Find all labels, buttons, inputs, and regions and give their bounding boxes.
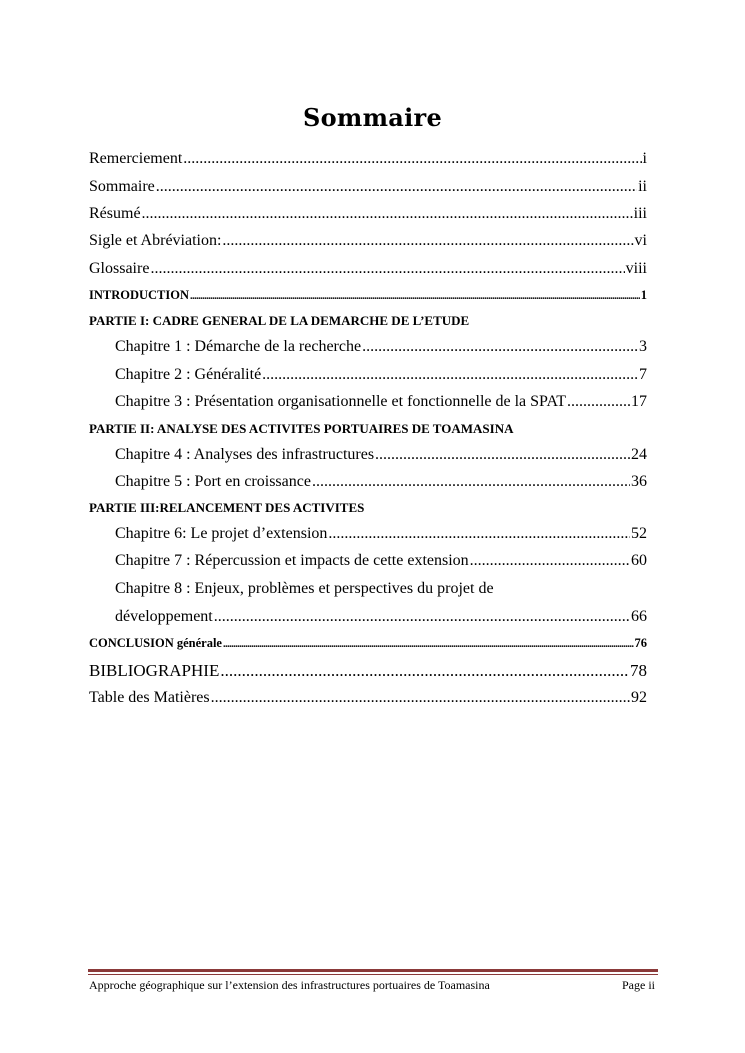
toc-entry-page: 3 (639, 338, 647, 355)
footer-divider (88, 969, 658, 972)
dot-leader (183, 150, 641, 168)
toc-entry-label: Sommaire (89, 178, 155, 195)
dot-leader (375, 446, 630, 464)
toc-entry-chapitre-2[interactable] (115, 366, 647, 384)
toc-entry-resume[interactable] (89, 205, 647, 223)
toc-entry-label: Remerciement (89, 150, 183, 167)
dot-leader (312, 473, 630, 491)
toc-entry-label: Chapitre 3 : Présentation organisationnelle et fonctionnelle de la SPAT (115, 393, 567, 410)
toc-entry-page: vi (634, 232, 647, 249)
dot-leader (211, 689, 630, 707)
toc-entry-chapitre-1[interactable] (115, 338, 647, 356)
toc-entry-page: 92 (631, 689, 647, 706)
toc-entry-table-des-matieres[interactable] (89, 689, 647, 707)
toc-part-heading[interactable]: PARTIE II: ANALYSE DES ACTIVITES PORTUAIRES DE TOAMASINA (89, 421, 514, 436)
footer-divider (88, 974, 658, 975)
toc-entry-label: Glossaire (89, 260, 150, 277)
toc-entry-page: 1 (640, 288, 647, 302)
toc-entry-sigle[interactable] (89, 232, 647, 250)
toc-entry-conclusion[interactable] (89, 636, 647, 651)
toc-entry-chapitre-8[interactable] (115, 608, 647, 626)
toc-entry-label: Chapitre 2 : Généralité (115, 366, 262, 383)
toc-part-heading[interactable]: PARTIE III:RELANCEMENT DES ACTIVITES (89, 500, 365, 515)
dot-leader (142, 205, 633, 223)
dot-leader (214, 608, 630, 626)
dot-leader (220, 661, 629, 681)
dot-leader (362, 338, 638, 356)
toc-entry-label: Chapitre 1 : Démarche de la recherche (115, 338, 362, 355)
toc-entry-label: Sigle et Abréviation: (89, 232, 222, 249)
toc-entry-page: viii (625, 260, 647, 277)
toc-entry-page: 17 (631, 393, 647, 410)
toc-entry-page: 7 (639, 366, 647, 383)
toc-entry-chapitre-7[interactable] (115, 552, 647, 570)
toc-entry-chapitre-3[interactable] (115, 393, 647, 411)
toc-part-heading[interactable]: PARTIE I: CADRE GENERAL DE LA DEMARCHE DE L’ETUDE (89, 313, 470, 328)
toc-entry-page: i (642, 150, 647, 167)
footer-document-title: Approche géographique sur l’extension des infrastructures portuaires de Toamasina (89, 978, 490, 992)
dot-leader (150, 260, 624, 278)
toc-entry-bibliographie[interactable] (89, 661, 647, 681)
dot-leader (328, 525, 630, 543)
toc-entry-page: iii (633, 205, 647, 222)
toc-entry-label: Chapitre 7 : Répercussion et impacts de cette extension (115, 552, 469, 569)
toc-entry-page: 52 (631, 525, 647, 542)
footer-page-number: Page ii (622, 978, 655, 992)
toc-entry-label: INTRODUCTION (89, 288, 190, 302)
dot-leader (470, 552, 630, 570)
dot-leader (156, 178, 637, 196)
toc-entry-sommaire[interactable] (89, 178, 647, 196)
toc-entry-label: Résumé (89, 205, 141, 222)
dot-leader (567, 393, 630, 411)
toc-entry-page: ii (638, 178, 647, 195)
toc-entry-page: 66 (631, 608, 647, 625)
toc-entry-label: Chapitre 6: Le projet d’extension (115, 525, 328, 542)
toc-entry-page: 78 (630, 661, 647, 680)
toc-entry-label: CONCLUSION générale (89, 636, 222, 650)
toc-entry-introduction[interactable] (89, 288, 647, 303)
toc-entry-label: Table des Matières (89, 689, 210, 706)
toc-entry-chapitre-5[interactable] (115, 473, 647, 491)
dot-leader (223, 639, 634, 650)
dot-leader (222, 232, 633, 250)
toc-entry-page: 76 (634, 636, 647, 650)
toc-entry-chapitre-6[interactable] (115, 525, 647, 543)
toc-entry-page: 36 (631, 473, 647, 490)
toc-entry-label: Chapitre 4 : Analyses des infrastructures (115, 446, 375, 463)
dot-leader (262, 366, 638, 384)
toc-entry-page: 60 (631, 552, 647, 569)
toc-entry-chapitre-8-line1[interactable]: Chapitre 8 : Enjeux, problèmes et perspectives du projet de (115, 580, 494, 597)
dot-leader (190, 291, 640, 302)
page-title: Sommaire (302, 103, 443, 132)
toc-entry-page: 24 (631, 446, 647, 463)
toc-entry-remerciement[interactable] (89, 150, 647, 168)
toc-entry-label: Chapitre 5 : Port en croissance (115, 473, 311, 490)
toc-entry-glossaire[interactable] (89, 260, 647, 278)
toc-entry-label: développement (115, 608, 213, 625)
toc-entry-label: BIBLIOGRAPHIE (89, 661, 220, 680)
toc-entry-chapitre-4[interactable] (115, 446, 647, 464)
